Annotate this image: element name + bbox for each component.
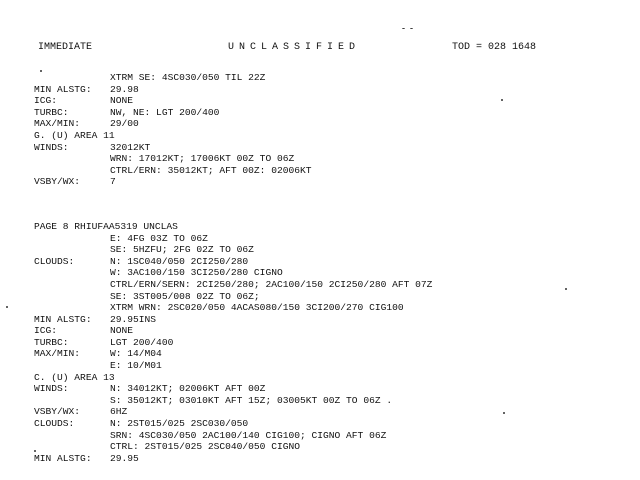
field-label: MAX/MIN: [34, 348, 81, 360]
field-value: 32012KT [110, 141, 151, 153]
field-value: 29/00 [110, 118, 139, 130]
field-label: ICG: [34, 95, 58, 107]
field-value: XTRM WRN: 2SC020/050 4ACAS080/150 3CI200/270 CIG100 [110, 302, 404, 314]
blank-gap [34, 188, 634, 221]
message-line [34, 372, 634, 384]
scan-speck [410, 28, 413, 29]
field-label: CLOUDS: [34, 255, 75, 267]
field-value: N: 34012KT; 02006KT AFT 00Z [110, 383, 266, 395]
field-label: VSBY/WX: [34, 406, 81, 418]
field-value: 29.95INS [110, 313, 157, 325]
field-label: TURBC: [34, 336, 69, 348]
line-text: PAGE 8 RHIUFAA5319 UNCLAS [34, 220, 178, 232]
scan-speck [565, 288, 567, 290]
message-line [34, 130, 634, 142]
message-line [34, 291, 634, 303]
message-line [34, 95, 634, 107]
field-value: NW, NE: LGT 200/400 [110, 106, 220, 118]
field-value: E: 10/M01 [110, 360, 162, 372]
message-line [34, 107, 634, 119]
field-value: LGT 200/400 [110, 336, 174, 348]
message-line [34, 325, 634, 337]
field-label: WINDS: [34, 141, 69, 153]
scan-speck [40, 70, 42, 72]
message-line [34, 395, 634, 407]
message-line [34, 221, 634, 233]
scan-speck [402, 28, 405, 29]
message-line [34, 453, 634, 465]
message-line [34, 348, 634, 360]
message-line [34, 176, 634, 188]
message-body [34, 72, 634, 464]
field-label: MIN ALSTG: [34, 83, 92, 95]
field-value: XTRM SE: 4SC030/050 TIL 22Z [110, 72, 266, 83]
field-value: CTRL/ERN/SERN: 2CI250/280; 2AC100/150 2CI250/280 AFT 07Z [110, 278, 433, 290]
message-line [34, 233, 634, 245]
message-line [34, 441, 634, 453]
field-value: 29.98 [110, 83, 139, 95]
field-value: S: 35012KT; 03010KT AFT 15Z; 03005KT 00Z TO 06Z . [110, 394, 393, 406]
time-of-day-label: TOD = 028 1648 [452, 42, 537, 53]
field-label: VSBY/WX: [34, 176, 81, 188]
field-label: TURBC: [34, 106, 69, 118]
field-value: 6HZ [110, 406, 128, 418]
message-line [34, 84, 634, 96]
field-value: NONE [110, 95, 134, 107]
field-label: MIN ALSTG: [34, 452, 92, 464]
message-line [34, 406, 634, 418]
field-label: MIN ALSTG: [34, 313, 92, 325]
field-label: MAX/MIN: [34, 118, 81, 130]
message-line [34, 153, 634, 165]
scan-speck [503, 412, 505, 414]
message-line [34, 383, 634, 395]
message-line [34, 142, 634, 154]
field-value: SE: 3ST005/008 02Z TO 06Z; [110, 290, 260, 302]
field-label: ICG: [34, 325, 58, 337]
message-line [34, 279, 634, 291]
field-value: 29.95 [110, 452, 139, 464]
message-line [34, 267, 634, 279]
field-value: CTRL: 2ST015/025 2SC040/050 CIGNO [110, 441, 300, 453]
message-line [34, 302, 634, 314]
field-label: CLOUDS: [34, 418, 75, 430]
field-value: W: 14/M04 [110, 348, 162, 360]
message-line [34, 165, 634, 177]
precedence-label: IMMEDIATE [38, 42, 93, 53]
message-line [34, 337, 634, 349]
field-value: W: 3AC100/150 3CI250/280 CIGNO [110, 267, 283, 279]
message-line [34, 360, 634, 372]
message-line [34, 256, 634, 268]
field-value: E: 4FG 03Z TO 06Z [110, 232, 208, 244]
field-value: SRN: 4SC030/050 2AC100/140 CIG100; CIGNO AFT 06Z [110, 429, 387, 441]
field-value: CTRL/ERN: 35012KT; AFT 00Z: 02006KT [110, 164, 312, 176]
line-text: C. (U) AREA 13 [34, 371, 115, 383]
field-value: NONE [110, 325, 134, 337]
message-line [34, 418, 634, 430]
classification-label: UNCLASSIFIED [228, 42, 361, 53]
message-line [34, 72, 634, 84]
field-value: N: 2ST015/025 2SC030/050 [110, 418, 249, 430]
message-line [34, 244, 634, 256]
field-value: SE: 5HZFU; 2FG 02Z TO 06Z [110, 244, 254, 256]
field-value: N: 1SC040/050 2CI250/280 [110, 255, 249, 267]
scan-speck [34, 450, 36, 452]
message-line [34, 118, 634, 130]
message-line [34, 430, 634, 442]
line-text: G. (U) AREA 11 [34, 129, 115, 141]
field-value: 7 [110, 176, 116, 188]
field-label: WINDS: [34, 383, 69, 395]
scan-speck [501, 99, 503, 101]
field-value: WRN: 17012KT; 17006KT 00Z TO 06Z [110, 153, 295, 165]
scan-speck [6, 306, 8, 308]
message-line [34, 314, 634, 326]
